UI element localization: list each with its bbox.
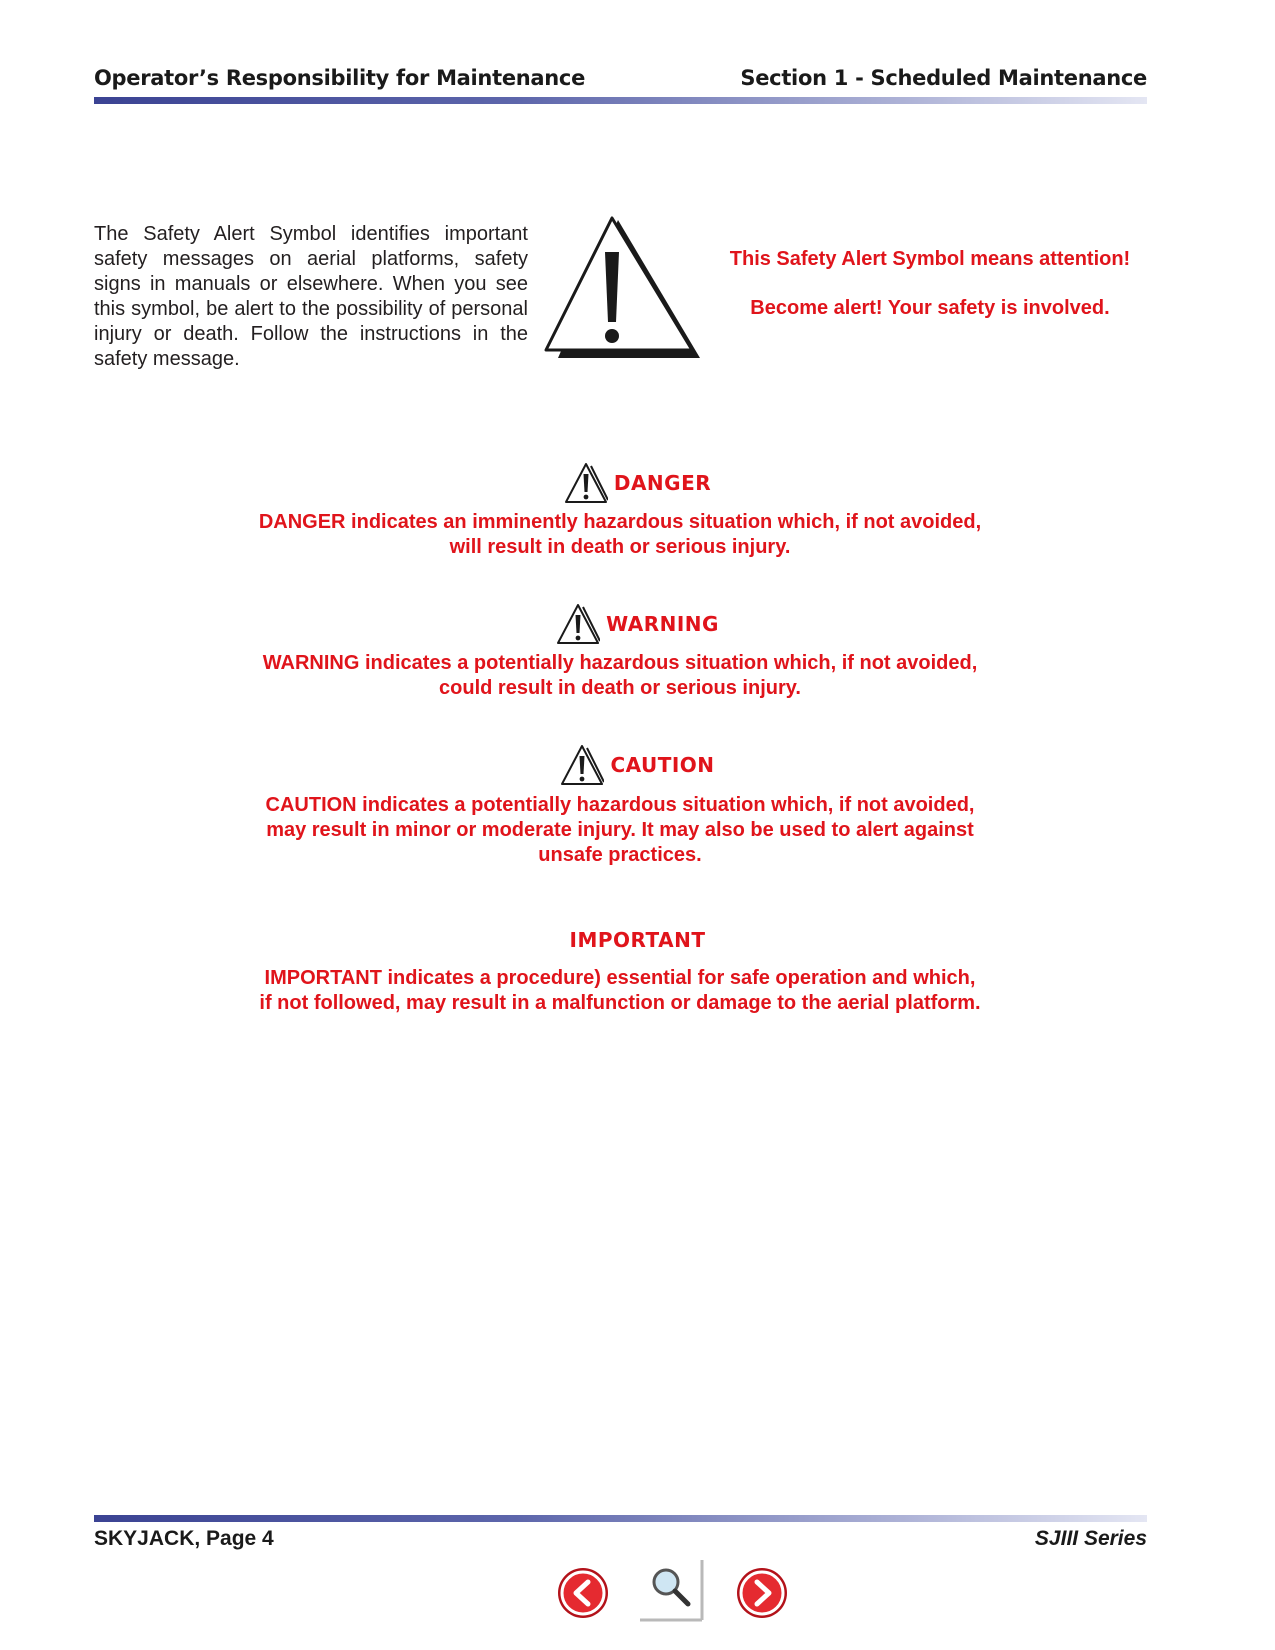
caution-heading [0, 744, 1275, 786]
header-rule [94, 97, 1147, 104]
alert-message-involved: Become alert! Your safety is involved. [750, 297, 1110, 319]
footer-rule [94, 1515, 1147, 1522]
warning-line-1: WARNING indicates a potentially hazardous situation which, if not avoided, [262, 652, 978, 674]
danger-heading [0, 462, 1275, 504]
footer-series: SJIII Series [1034, 1527, 1147, 1550]
warning-description [240, 651, 1000, 701]
safety-alert-icon [544, 216, 704, 368]
warning-alert-icon [556, 603, 600, 645]
danger-line-2: will result in death or serious injury. [449, 536, 791, 558]
danger-alert-icon [564, 462, 608, 504]
alert-message-attention: This Safety Alert Symbol means attention! [729, 248, 1131, 270]
caution-line-1: CAUTION indicates a potentially hazardous situation which, if not avoided, [265, 794, 975, 816]
intro-paragraph: The Safety Alert Symbol identifies important safety messages on aerial platforms, safety signs in manuals or elsewhere. When you see this symbol, be alert to the possibility of personal injury or death. Follow the instructions in the safety message. [94, 223, 528, 370]
caution-line-2: may result in minor or moderate injury. It may also be used to alert against [266, 819, 974, 841]
caution-alert-icon [560, 744, 604, 786]
important-line-1: IMPORTANT indicates a procedure) essential for safe operation and which, [264, 967, 976, 989]
caution-description [240, 793, 1000, 868]
danger-description [240, 510, 1000, 560]
warning-line-2: could result in death or serious injury. [439, 677, 801, 699]
danger-label: DANGER [613, 471, 712, 495]
footer-page: SKYJACK, Page 4 [94, 1527, 274, 1550]
important-line-2: if not followed, may result in a malfunction or damage to the aerial platform. [259, 992, 981, 1014]
warning-label: WARNING [606, 612, 719, 636]
header-section: Section 1 - Scheduled Maintenance [740, 66, 1147, 90]
header-title: Operator’s Responsibility for Maintenance [94, 66, 586, 90]
search-button[interactable] [640, 1558, 704, 1622]
next-page-button[interactable] [735, 1566, 789, 1620]
important-heading [0, 928, 1275, 952]
danger-line-1: DANGER indicates an imminently hazardous situation which, if not avoided, [258, 511, 982, 533]
important-description [240, 966, 1000, 1016]
prev-page-button[interactable] [556, 1566, 610, 1620]
caution-line-3: unsafe practices. [538, 844, 702, 866]
caution-label: CAUTION [610, 753, 715, 777]
alert-messages [720, 248, 1140, 346]
important-label: IMPORTANT [569, 928, 706, 952]
warning-heading [0, 603, 1275, 645]
